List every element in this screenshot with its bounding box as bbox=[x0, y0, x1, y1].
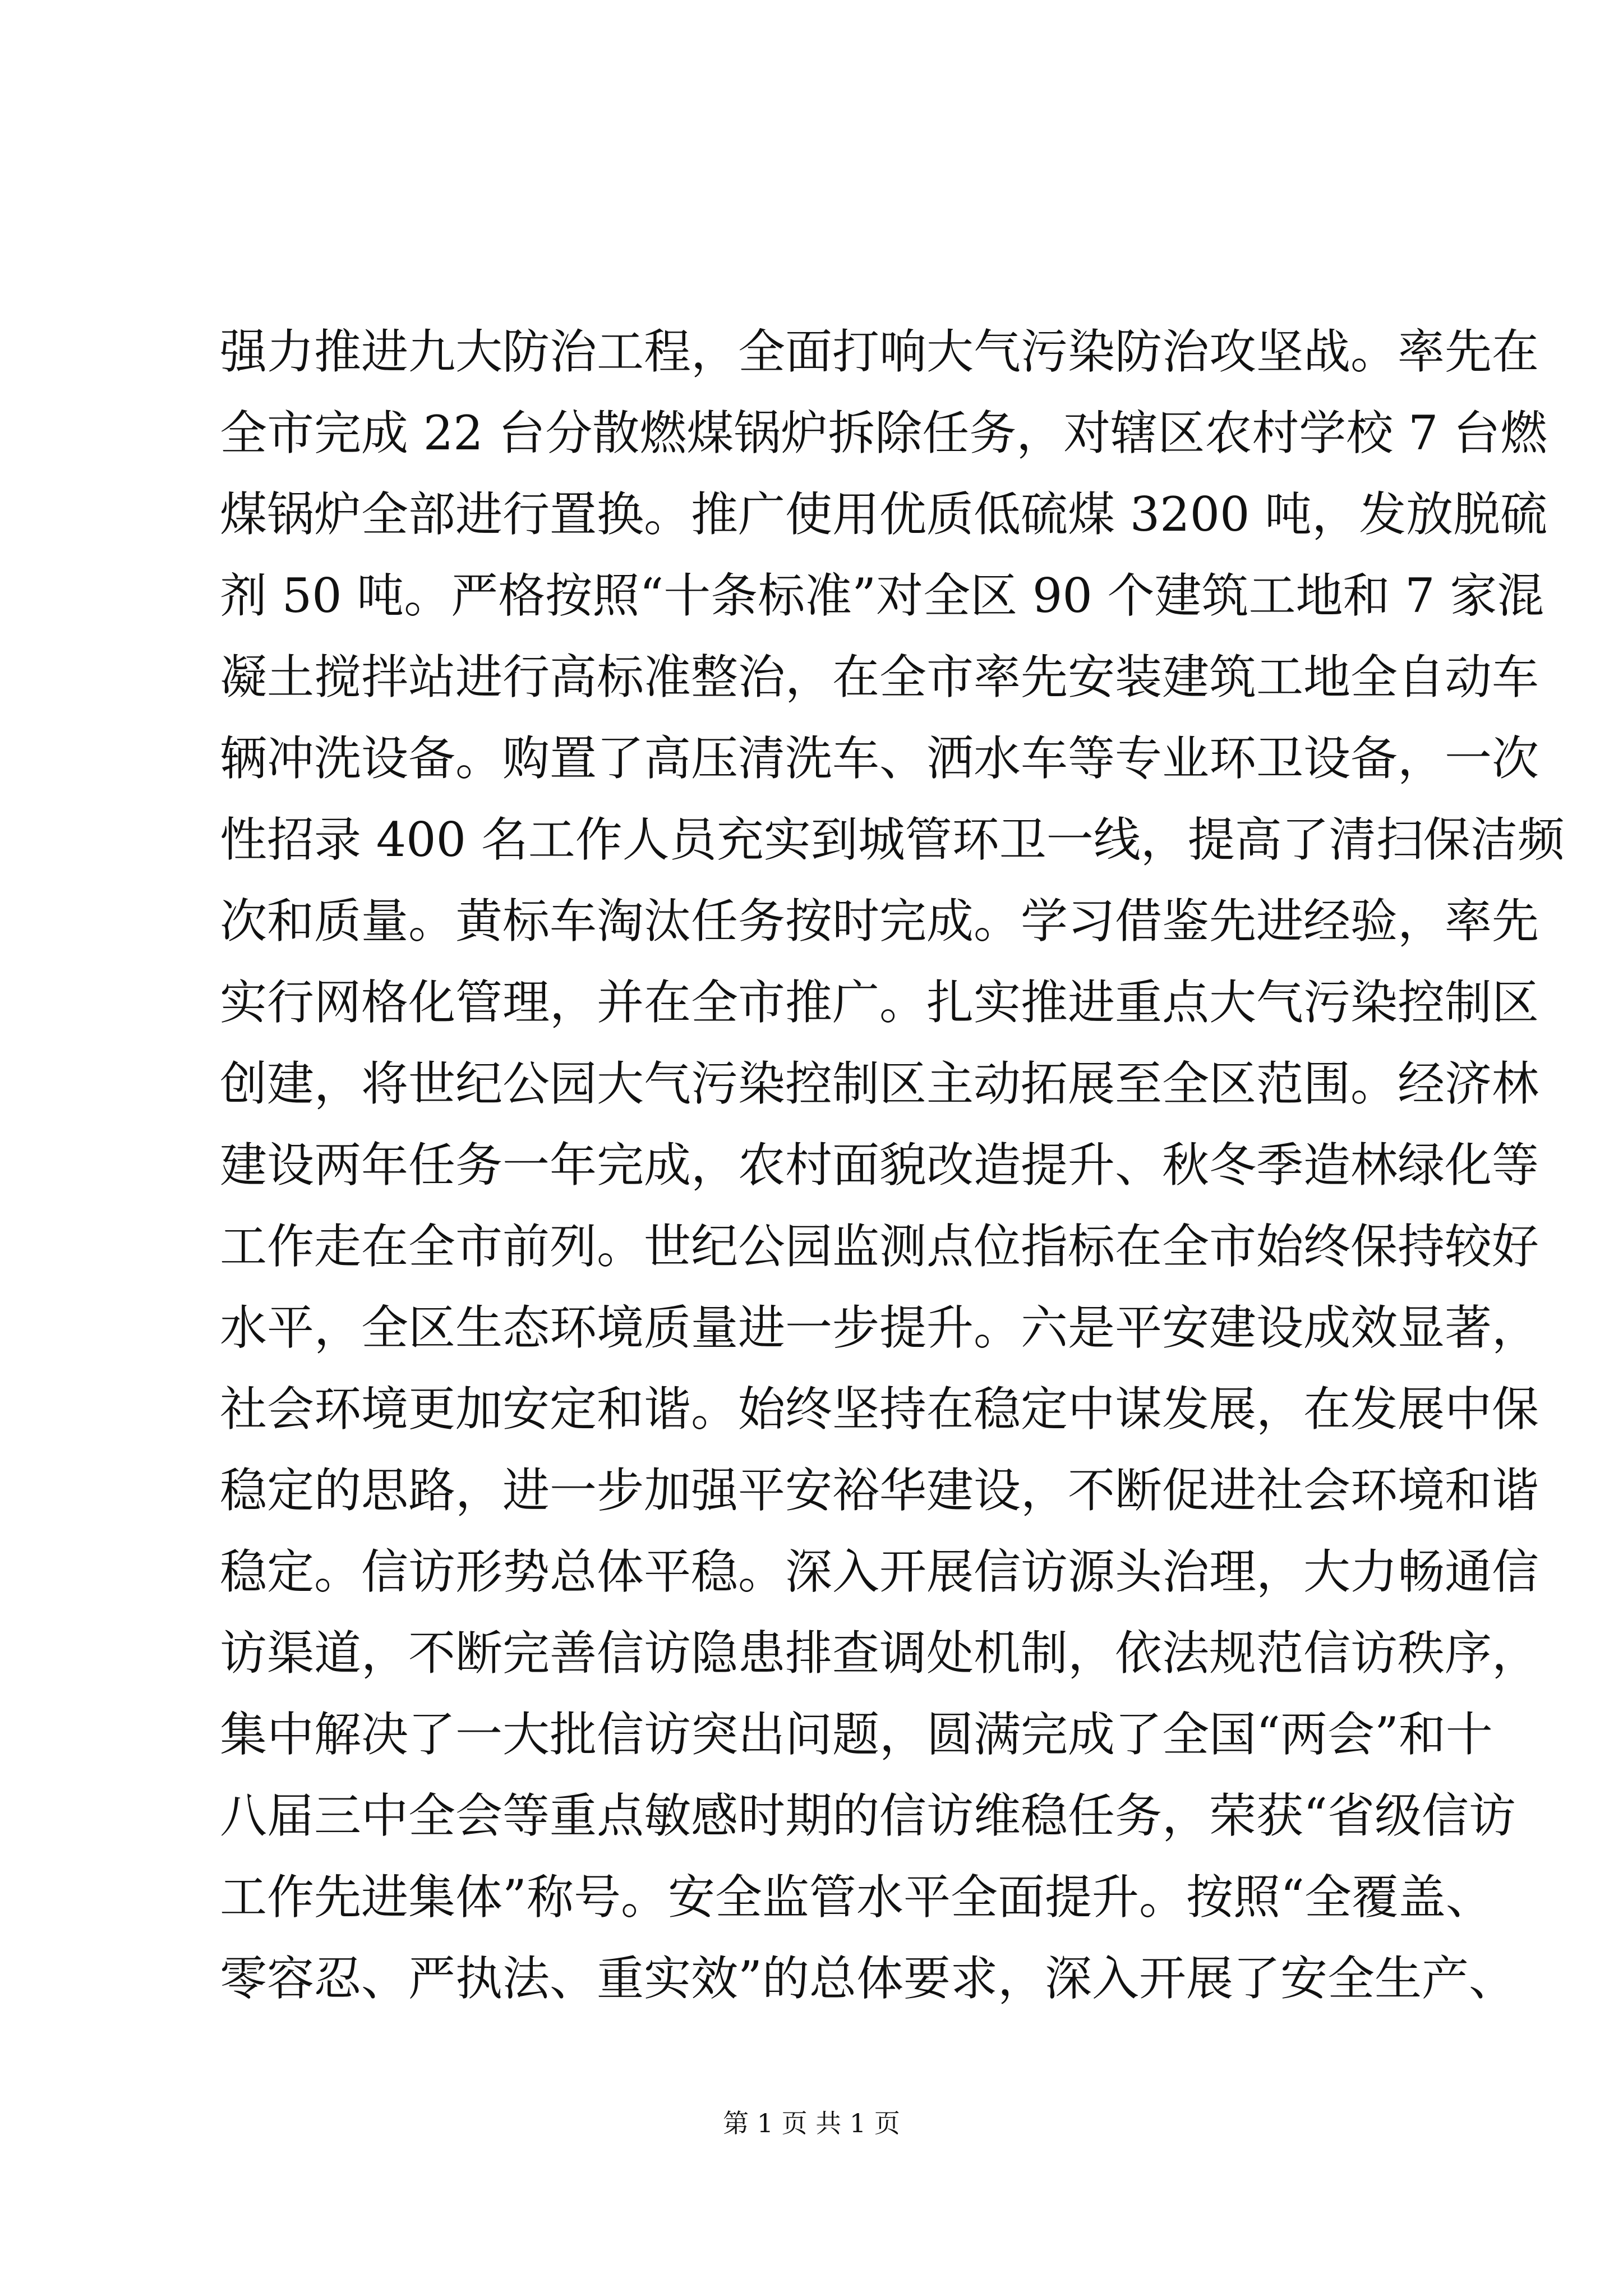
text-line: 零容忍、严执法、重实效”的总体要求，深入开展了安全生产、 bbox=[220, 1951, 1516, 2006]
text-line: 凝土搅拌站进行高标准整治，在全市率先安装建筑工地全自动车 bbox=[220, 650, 1539, 705]
text-line: 八届三中全会等重点敏感时期的信访维稳任务，荣获“省级信访 bbox=[220, 1788, 1516, 1843]
text-line: 稳定的思路，进一步加强平安裕华建设，不断促进社会环境和谐 bbox=[220, 1463, 1539, 1518]
text-line: 工作先进集体”称号。安全监管水平全面提升。按照“全覆盖、 bbox=[220, 1870, 1493, 1925]
text-line: 水平，全区生态环境质量进一步提升。六是平安建设成效显著， bbox=[220, 1300, 1539, 1355]
text-line: 创建，将世纪公园大气污染控制区主动拓展至全区范围。经济林 bbox=[220, 1056, 1539, 1111]
page-number: 第 1 页 共 1 页 bbox=[723, 2108, 900, 2138]
text-line: 集中解决了一大批信访突出问题，圆满完成了全国“两会”和十 bbox=[220, 1707, 1493, 1762]
text-line: 实行网格化管理，并在全市推广。扎实推进重点大气污染控制区 bbox=[220, 975, 1539, 1030]
page-footer bbox=[0, 2106, 1623, 2140]
body-text bbox=[220, 311, 1565, 2019]
text-line: 稳定。信访形势总体平稳。深入开展信访源头治理，大力畅通信 bbox=[220, 1544, 1539, 1599]
text-line: 次和质量。黄标车淘汰任务按时完成。学习借鉴先进经验，率先 bbox=[220, 894, 1539, 949]
text-line: 剂 50 吨。严格按照“十条标准”对全区 90 个建筑工地和 7 家混 bbox=[220, 568, 1544, 623]
text-line: 访渠道，不断完善信访隐患排查调处机制，依法规范信访秩序， bbox=[220, 1626, 1539, 1681]
text-line: 工作走在全市前列。世纪公园监测点位指标在全市始终保持较好 bbox=[220, 1219, 1539, 1274]
text-line: 煤锅炉全部进行置换。推广使用优质低硫煤 3200 吨，发放脱硫 bbox=[220, 487, 1548, 542]
text-line: 强力推进九大防治工程，全面打响大气污染防治攻坚战。率先在 bbox=[220, 324, 1539, 379]
text-line: 辆冲洗设备。购置了高压清洗车、洒水车等专业环卫设备，一次 bbox=[220, 731, 1539, 786]
text-line: 建设两年任务一年完成，农村面貌改造提升、秋冬季造林绿化等 bbox=[220, 1138, 1539, 1193]
text-line: 社会环境更加安定和谐。始终坚持在稳定中谋发展，在发展中保 bbox=[220, 1382, 1539, 1437]
text-line: 性招录 400 名工作人员充实到城管环卫一线，提高了清扫保洁频 bbox=[220, 812, 1565, 867]
text-line: 全市完成 22 台分散燃煤锅炉拆除任务，对辖区农村学校 7 台燃 bbox=[220, 406, 1548, 461]
